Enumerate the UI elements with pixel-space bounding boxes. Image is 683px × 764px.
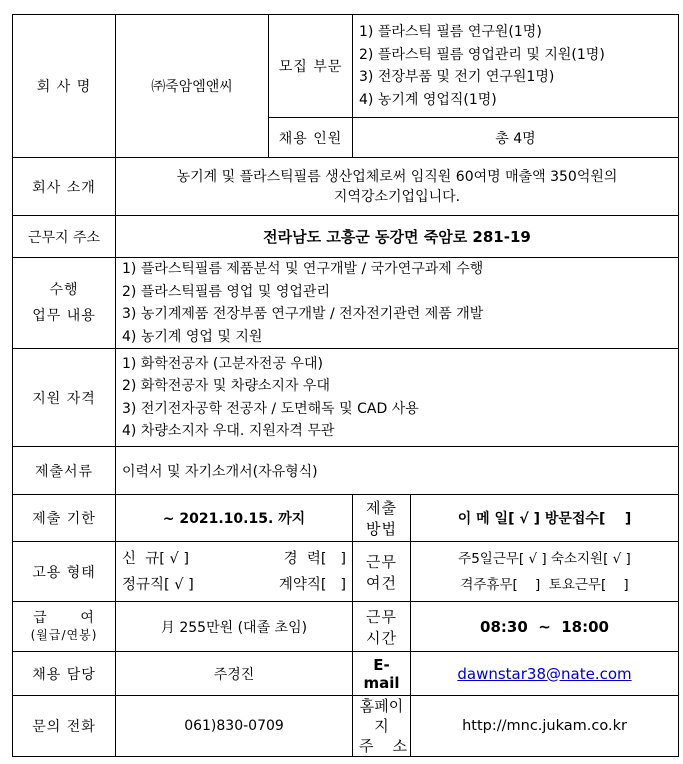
recruit-item: 1) 플라스틱 필름 연구원(1명) (359, 24, 542, 40)
conditions-line-1: 주5일근무[ √ ] 숙소지원[ √ ] (458, 550, 631, 567)
duty-item: 4) 농기계 영업 및 지원 (122, 328, 263, 345)
duties-label-line-1: 수행 (49, 282, 79, 298)
documents-row (13, 447, 679, 495)
manager-label: 채용 담당 (13, 652, 116, 696)
intro-line-1: 농기계 및 플라스틱필름 생산업체로써 임직원 60여명 매출액 350억원의 (176, 168, 618, 185)
employment-label: 고용 형태 (13, 542, 116, 602)
deadline-value: ~ 2021.10.15. 까지 (116, 495, 353, 542)
duties-label (13, 258, 116, 349)
hours-value: 08:30 ~ 18:00 (411, 602, 679, 652)
email-label: E-mail (353, 652, 411, 696)
phone-row (13, 696, 679, 757)
qualification-item: 1) 화학전공자 (고분자전공 우대) (122, 355, 323, 372)
job-posting-table (12, 14, 679, 757)
hire-count: 총 4명 (353, 118, 679, 158)
conditions-label: 근무 여건 (353, 542, 411, 602)
address-value: 전라남도 고흥군 동강면 죽암로 281-19 (116, 216, 679, 258)
employment-type (116, 542, 353, 602)
company-row (13, 15, 679, 118)
address-label: 근무지 주소 (13, 216, 116, 258)
phone-label: 문의 전화 (13, 696, 116, 757)
homepage-label-line-1: 홈페이지 (359, 697, 404, 735)
hours-label: 근무 시간 (353, 602, 411, 652)
intro-text (116, 158, 679, 216)
qualification-row (13, 349, 679, 447)
duty-item: 1) 플라스틱필름 제품분석 및 연구개발 / 국가연구과제 수행 (122, 261, 484, 277)
duty-item: 3) 농기계제품 전장부품 연구개발 / 전자전기관련 제품 개발 (122, 306, 484, 322)
homepage-label-line-2: 주 소 (359, 737, 408, 755)
manager-name: 주경진 (116, 652, 353, 696)
conditions-value (411, 542, 679, 602)
qualification-item: 4) 차량소지자 우대. 지원자격 무관 (122, 423, 335, 439)
recruit-label: 모집 부문 (269, 15, 353, 118)
employment-regular: 정규직[ √ ] (122, 576, 194, 593)
phone-value: 061)830-0709 (116, 696, 353, 757)
recruit-item: 2) 플라스틱 필름 영업관리 및 지원(1명) (359, 46, 605, 63)
recruit-item: 4) 농기계 영업직(1명) (359, 91, 497, 108)
contact-row (13, 652, 679, 696)
recruit-list (353, 15, 679, 118)
company-name-label: 회 사 명 (13, 15, 116, 158)
recruit-item: 3) 전장부품 및 전기 연구원1명) (359, 69, 555, 85)
duties-list (116, 258, 679, 349)
salary-value: 月 255만원 (대졸 초임) (116, 602, 353, 652)
deadline-row (13, 495, 679, 542)
documents-value: 이력서 및 자기소개서(자유형식) (116, 447, 679, 495)
method-label: 제출 방법 (353, 495, 411, 542)
email-cell (411, 652, 679, 696)
employment-career: 경 력[ ] (283, 550, 346, 567)
deadline-label: 제출 기한 (13, 495, 116, 542)
intro-line-2: 지역강소기업입니다. (333, 188, 461, 205)
qualification-label: 지원 자격 (13, 349, 116, 447)
salary-label (13, 602, 116, 652)
employment-contract: 계약직[ ] (278, 576, 346, 593)
method-value: 이 메 일[ √ ] 방문접수[ ] (411, 495, 679, 542)
salary-row (13, 602, 679, 652)
conditions-line-2: 격주휴무[ ] 토요근무[ ] (460, 576, 629, 593)
qualification-list (116, 349, 679, 447)
hire-count-label: 채용 인원 (269, 118, 353, 158)
duty-item: 2) 플라스틱필름 영업 및 영업관리 (122, 283, 330, 300)
address-row (13, 216, 679, 258)
employment-new: 신 규[ √ ] (122, 550, 190, 567)
duties-label-line-2: 업무 내용 (32, 308, 96, 324)
homepage-label (353, 696, 411, 757)
company-name: ㈜죽암엠앤씨 (116, 15, 269, 158)
qualification-item: 2) 화학전공자 및 차량소지자 우대 (122, 378, 330, 394)
intro-row (13, 158, 679, 216)
intro-label: 회사 소개 (13, 158, 116, 216)
documents-label: 제출서류 (13, 447, 116, 495)
homepage-value[interactable]: http://mnc.jukam.co.kr (411, 696, 679, 757)
duties-row (13, 258, 679, 349)
email-link[interactable]: dawnstar38@nate.com (457, 664, 632, 683)
salary-label-sub: (월급/연봉) (30, 627, 98, 642)
employment-row (13, 542, 679, 602)
qualification-item: 3) 전기전자공학 전공자 / 도면해독 및 CAD 사용 (122, 400, 419, 417)
salary-label-top: 급 여 (33, 609, 95, 626)
